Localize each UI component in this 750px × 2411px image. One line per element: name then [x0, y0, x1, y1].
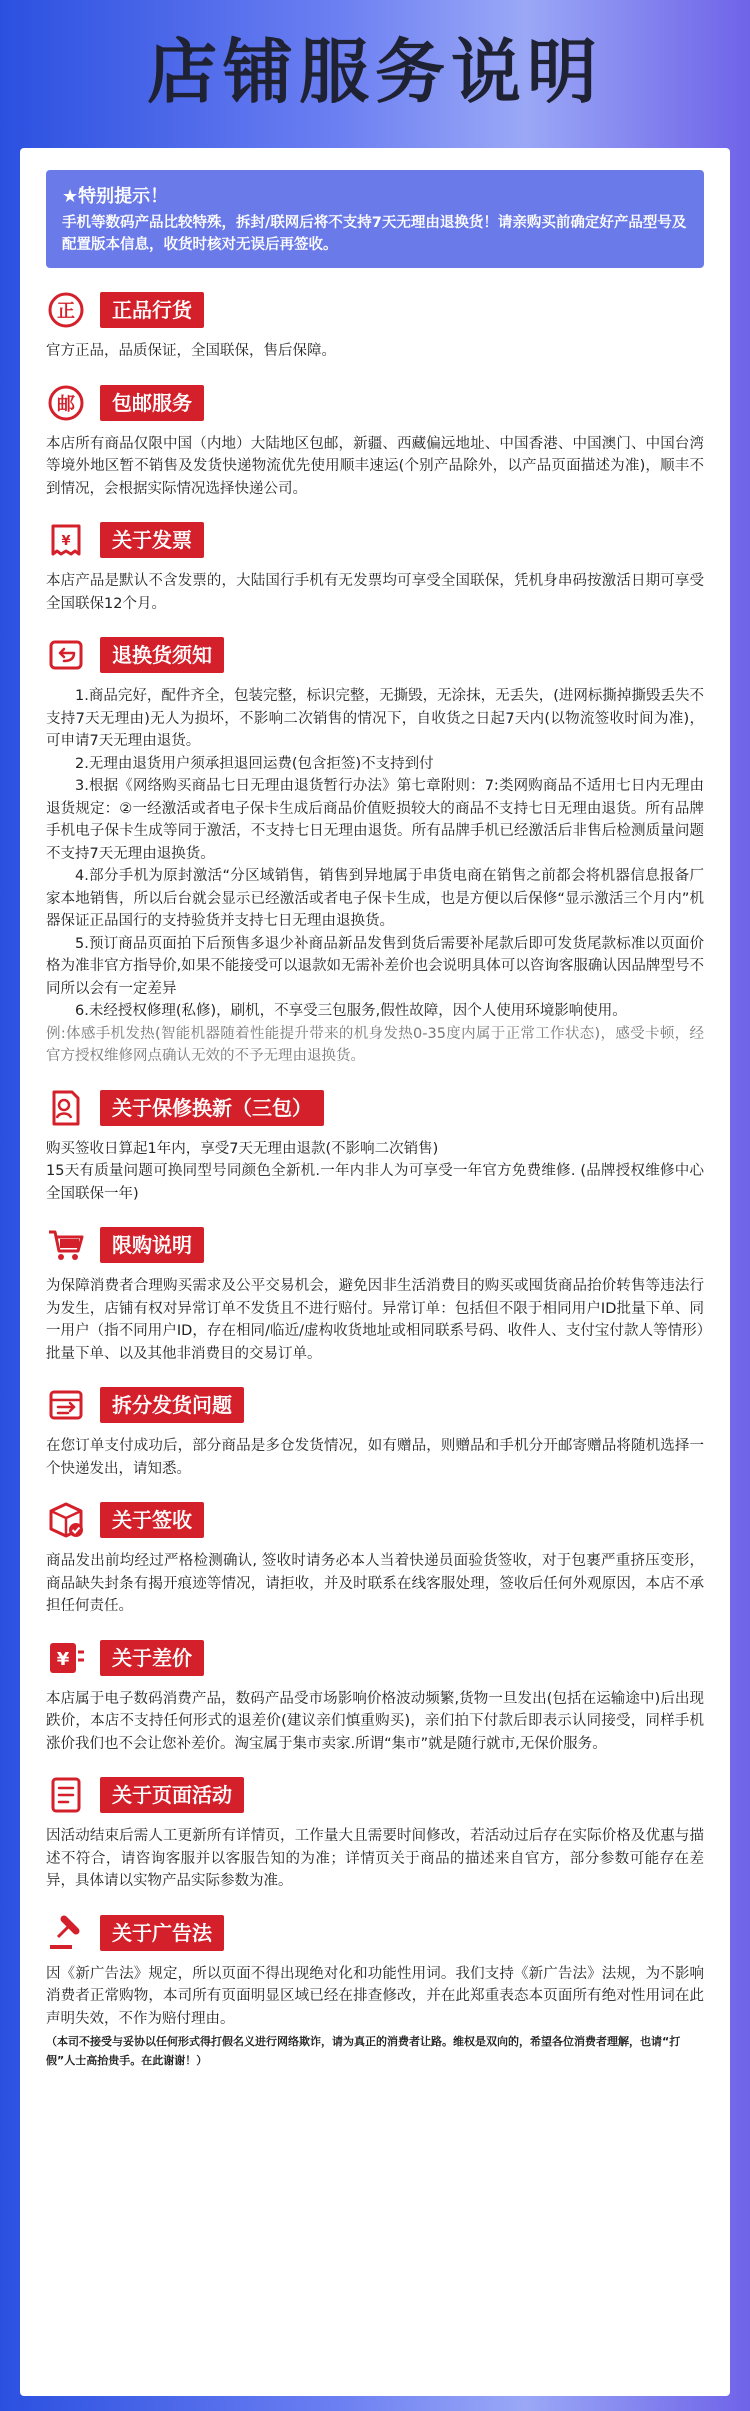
- section-activity: [46, 1775, 704, 1893]
- document-icon: [46, 1775, 86, 1815]
- section-title: 正品行货: [100, 292, 204, 328]
- shopping-cart-icon: [46, 1225, 86, 1265]
- section-title: 关于保修换新（三包）: [100, 1090, 324, 1126]
- section-text: 本店所有商品仅限中国（内地）大陆地区包邮，新疆、西藏偏远地址、中国香港、中国澳门、中国台湾等境外地区暂不销售及发货快递物流优先使用顺丰速运(个别产品除外，以产品页面描述为准)，顺丰不到情况，会根据实际情况选择快递公司。: [46, 435, 704, 497]
- section-title: 包邮服务: [100, 385, 204, 421]
- section-limit: [46, 1225, 704, 1365]
- price-tag-icon: [46, 1638, 86, 1678]
- invoice-icon: [46, 520, 86, 560]
- section-invoice: [46, 520, 704, 615]
- section-title: 关于页面活动: [100, 1777, 244, 1813]
- returns-example: 例:体感手机发热(智能机器随着性能提升带来的机身发热0-35度内属于正常工作状态)，感受卡顿，经官方授权维修网点确认无效的不予无理由退换货。: [46, 1025, 704, 1064]
- section-title: 拆分发货问题: [100, 1387, 244, 1423]
- post-seal-icon: [46, 383, 86, 423]
- section-adlaw: [46, 1913, 704, 2071]
- returns-item-3: 3.根据《网络购买商品七日无理由退货暂行办法》第七章附则：7:类网购商品不适用七日内无理由退货规定：②一经激活或者电子保卡生成后商品价值贬损较大的商品不支持七日无理由退货。所有品牌手机电子保卡生成等同于激活，不支持七日无理由退货。所有品牌手机已经激活后非售后检测质量问题不支持7天无理由退换货。: [46, 778, 704, 862]
- section-text: 商品发出前均经过严格检测确认, 签收时请务必本人当着快递员面验货签收，对于包裹严重挤压变形，商品缺失封条有揭开痕迹等情况，请拒收，并及时联系在线客服处理，签收后任何外观原因，本店不承担任何责任。: [46, 1553, 704, 1614]
- section-text: 本店属于电子数码消费产品，数码产品受市场影响价格波动频繁,货物一旦发出(包括在运输途中)后出现跌价，本店不支持任何形式的退差价(建议亲们慎重购买)，亲们拍下付款后即表示认同接受，同样手机涨价我们也不会让您补差价。淘宝属于集市卖家.所谓“集市”就是随行就市,无保价服务。: [46, 1690, 704, 1752]
- section-text: 官方正品，品质保证，全国联保，售后保障。: [46, 343, 336, 359]
- section-title: 关于发票: [100, 522, 204, 558]
- returns-item-2: 2.无理由退货用户须承担退回运费(包含拒签)不支持到付: [75, 755, 434, 772]
- warranty-line-1: 购买签收日算起1年内，享受7天无理由退款(不影响二次销售): [46, 1140, 439, 1157]
- section-title: 关于签收: [100, 1502, 204, 1538]
- section-split: [46, 1385, 704, 1480]
- section-price: [46, 1638, 704, 1756]
- returns-item-4: 4.部分手机为原封激活“分区域销售，销售到异地属于串货电商在销售之前都会将机器信息报备厂家本地销售，所以后台就会显示已经激活或者电子保卡生成，也是方便以后保修“显示激活三个月内”机器保证正品国行的支持验货并支持七日无理由退换货。: [46, 868, 704, 929]
- notice-title: ★特别提示！: [62, 186, 169, 207]
- section-signing: [46, 1500, 704, 1618]
- returns-item-5: 5.预订商品页面拍下后预售多退少补商品新品发售到货后需要补尾款后即可发货尾款标准以页面价格为准非官方指导价,如果不能接受可以退款如无需补差价也会说明具体可以咨询客服确认因品牌型号不同所以会有一定差异: [46, 935, 704, 997]
- adlaw-footnote: （本司不接受与妥协以任何形式得打假名义进行网络欺诈，请为真正的消费者让路。维权是双向的，希望各位消费者理解，也请“打假”人士高抬贵手。在此谢谢！）: [46, 2035, 681, 2067]
- content-card: [20, 148, 730, 2396]
- page-title: 店铺服务说明: [147, 30, 603, 113]
- section-returns: [46, 635, 704, 1068]
- section-text: 本店产品是默认不含发票的，大陆国行手机有无发票均可享受全国联保，凭机身串码按激活日期可享受全国联保12个月。: [46, 573, 704, 612]
- section-shipping: [46, 383, 704, 501]
- warranty-line-2: 15天有质量问题可换同型号同颜色全新机.一年内非人为可享受一年官方免费维修. (品牌授权维修中心全国联保一年): [46, 1163, 704, 1202]
- return-icon: [46, 635, 86, 675]
- gavel-icon: [46, 1913, 86, 1953]
- section-text: 为保障消费者合理购买需求及公平交易机会，避免因非生活消费目的购买或囤货商品抬价转售等违法行为发生，店铺有权对异常订单不发货且不进行赔付。异常订单：包括但不限于相同用户ID批量下单、同一用户（指不同用户ID，存在相同/临近/虚构收货地址或相同联系号码、收件人、支付宝付款人等情形）批量下单、以及其他非消费目的交易订单。: [46, 1278, 704, 1362]
- header-banner: [0, 0, 750, 132]
- returns-item-1: 1.商品完好，配件齐全，包装完整，标识完整，无撕毁，无涂抹，无丢失，(进网标撕掉撕毁丢失不支持7天无理由)无人为损坏，不影响二次销售的情况下，自收货之日起7天内(以物流签收时间为准)，可申请7天无理由退货。: [46, 688, 704, 749]
- box-check-icon: [46, 1500, 86, 1540]
- section-warranty: [46, 1088, 704, 1206]
- section-text: 因活动结束后需人工更新所有详情页，工作量大且需要时间修改，若活动过后存在实际价格及优惠与描述不符合，请咨询客服并以客服告知的为准；详情页关于商品的描述来自官方，部分参数可能存在差异，具体请以实物产品实际参数为准。: [46, 1828, 704, 1889]
- genuine-seal-icon: [46, 290, 86, 330]
- warranty-icon: [46, 1088, 86, 1128]
- section-text: 因《新广告法》规定，所以页面不得出现绝对化和功能性用词。我们支持《新广告法》法规，为不影响消费者正常购物，本司所有页面明显区域已经在排查修改，并在此郑重表态本页面所有绝对性用词在此声明失效，不作为赔付理由。: [46, 1965, 704, 2027]
- section-text: 在您订单支付成功后，部分商品是多仓发货情况，如有赠品，则赠品和手机分开邮寄赠品将随机选择一个快递发出，请知悉。: [46, 1438, 704, 1477]
- section-text: [46, 1138, 704, 1206]
- returns-item-6: 6.未经授权修理(私修)，刷机，不享受三包服务,假性故障，因个人使用环境影响使用。: [75, 1003, 627, 1019]
- section-title: 限购说明: [100, 1227, 204, 1263]
- svg-text:正: 正: [57, 301, 75, 322]
- package-icon: [46, 1385, 86, 1425]
- svg-text:¥: ¥: [61, 534, 71, 549]
- section-title: 关于差价: [100, 1640, 204, 1676]
- svg-text:邮: 邮: [57, 393, 75, 415]
- section-title: 关于广告法: [100, 1915, 224, 1951]
- section-genuine: [46, 290, 704, 363]
- svg-text:¥: ¥: [56, 1648, 70, 1670]
- section-title: 退换货须知: [100, 637, 224, 673]
- section-text: [46, 685, 704, 1068]
- notice-body: 手机等数码产品比较特殊，拆封/联网后将不支持7天无理由退换货！请亲购买前确定好产品型号及配置版本信息，收货时核对无误后再签收。: [62, 215, 687, 253]
- special-notice: [46, 170, 704, 268]
